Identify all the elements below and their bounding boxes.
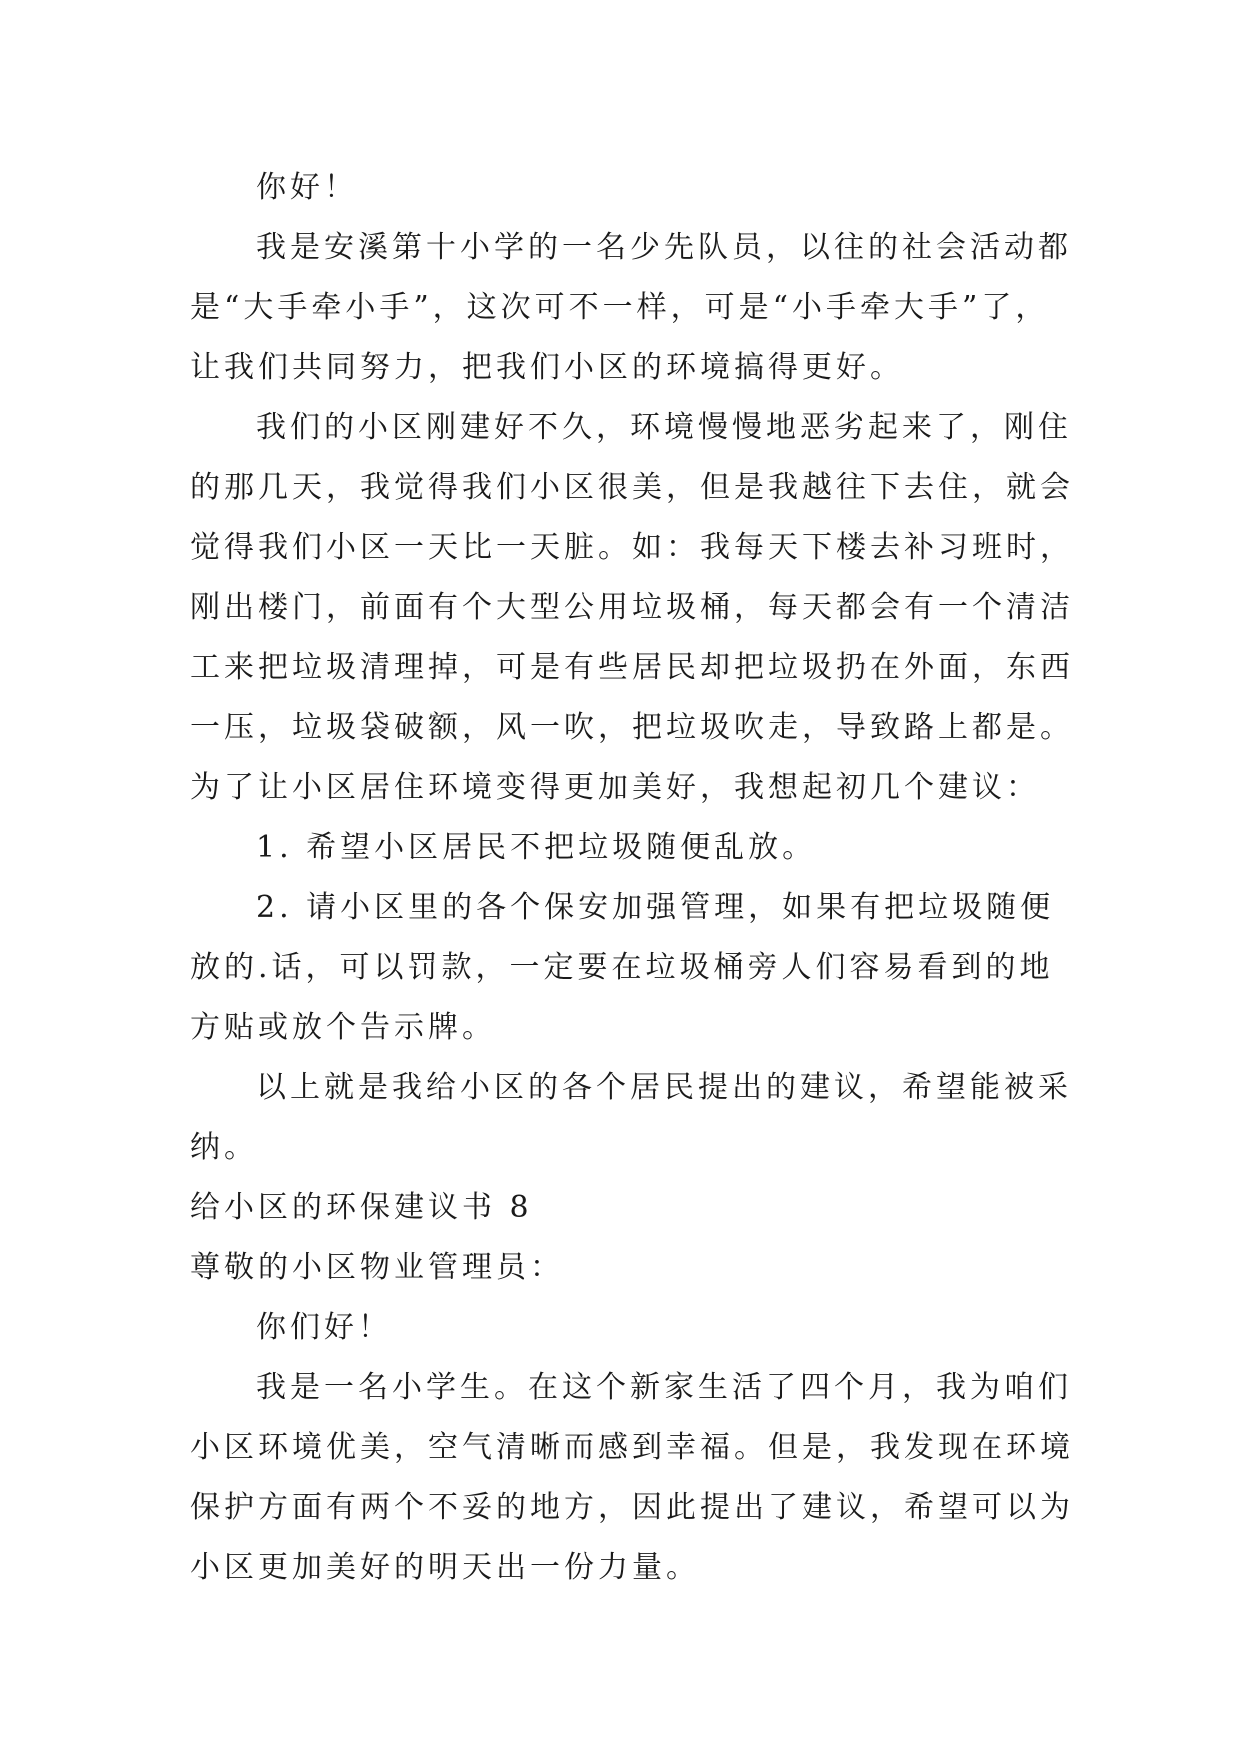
paragraph-line: 小区环境优美，空气清晰而感到幸福。但是，我发现在环境 [190,1430,1074,1465]
paragraph-line: 我是安溪第十小学的一名少先队员，以往的社会活动都 [256,230,1072,265]
section-title: 给小区的环保建议书 8 [190,1190,533,1225]
paragraph-line: 放的.话，可以罚款，一定要在垃圾桶旁人们容易看到的地 [190,950,1054,985]
greeting-line: 你们好！ [256,1310,392,1345]
paragraph-line: 保护方面有两个不妥的地方，因此提出了建议，希望可以为 [190,1490,1074,1525]
paragraph-line: 我们的小区刚建好不久，环境慢慢地恶劣起来了，刚住 [256,410,1072,445]
paragraph-line: 为了让小区居住环境变得更加美好，我想起初几个建议： [190,770,1040,805]
paragraph-line: 让我们共同努力，把我们小区的环境搞得更好。 [190,350,904,385]
salutation-line: 尊敬的小区物业管理员： [190,1250,564,1285]
paragraph-line: 一压，垃圾袋破额，风一吹，把垃圾吹走，导致路上都是。 [190,710,1074,745]
paragraph-line: 以上就是我给小区的各个居民提出的建议，希望能被采 [256,1070,1072,1105]
list-item-1: 1. 希望小区居民不把垃圾随便乱放。 [256,830,817,865]
paragraph-line: 纳。 [190,1130,258,1165]
paragraph-line: 的那几天，我觉得我们小区很美，但是我越往下去住，就会 [190,470,1074,505]
paragraph-line: 觉得我们小区一天比一天脏。如：我每天下楼去补习班时， [190,530,1074,565]
list-item-2: 2. 请小区里的各个保安加强管理，如果有把垃圾随便 [256,890,1055,925]
paragraph-line: 小区更加美好的明天出一份力量。 [190,1550,700,1585]
paragraph-line: 是“大手牵小手”，这次可不一样，可是“小手牵大手”了， [190,290,1050,325]
paragraph-line: 方贴或放个告示牌。 [190,1010,496,1045]
paragraph-line: 刚出楼门，前面有个大型公用垃圾桶，每天都会有一个清洁 [190,590,1074,625]
paragraph-line: 我是一名小学生。在这个新家生活了四个月，我为咱们 [256,1370,1072,1405]
document-body [190,158,1074,1598]
greeting-line: 你好！ [256,170,358,205]
paragraph-line: 工来把垃圾清理掉，可是有些居民却把垃圾扔在外面，东西 [190,650,1074,685]
